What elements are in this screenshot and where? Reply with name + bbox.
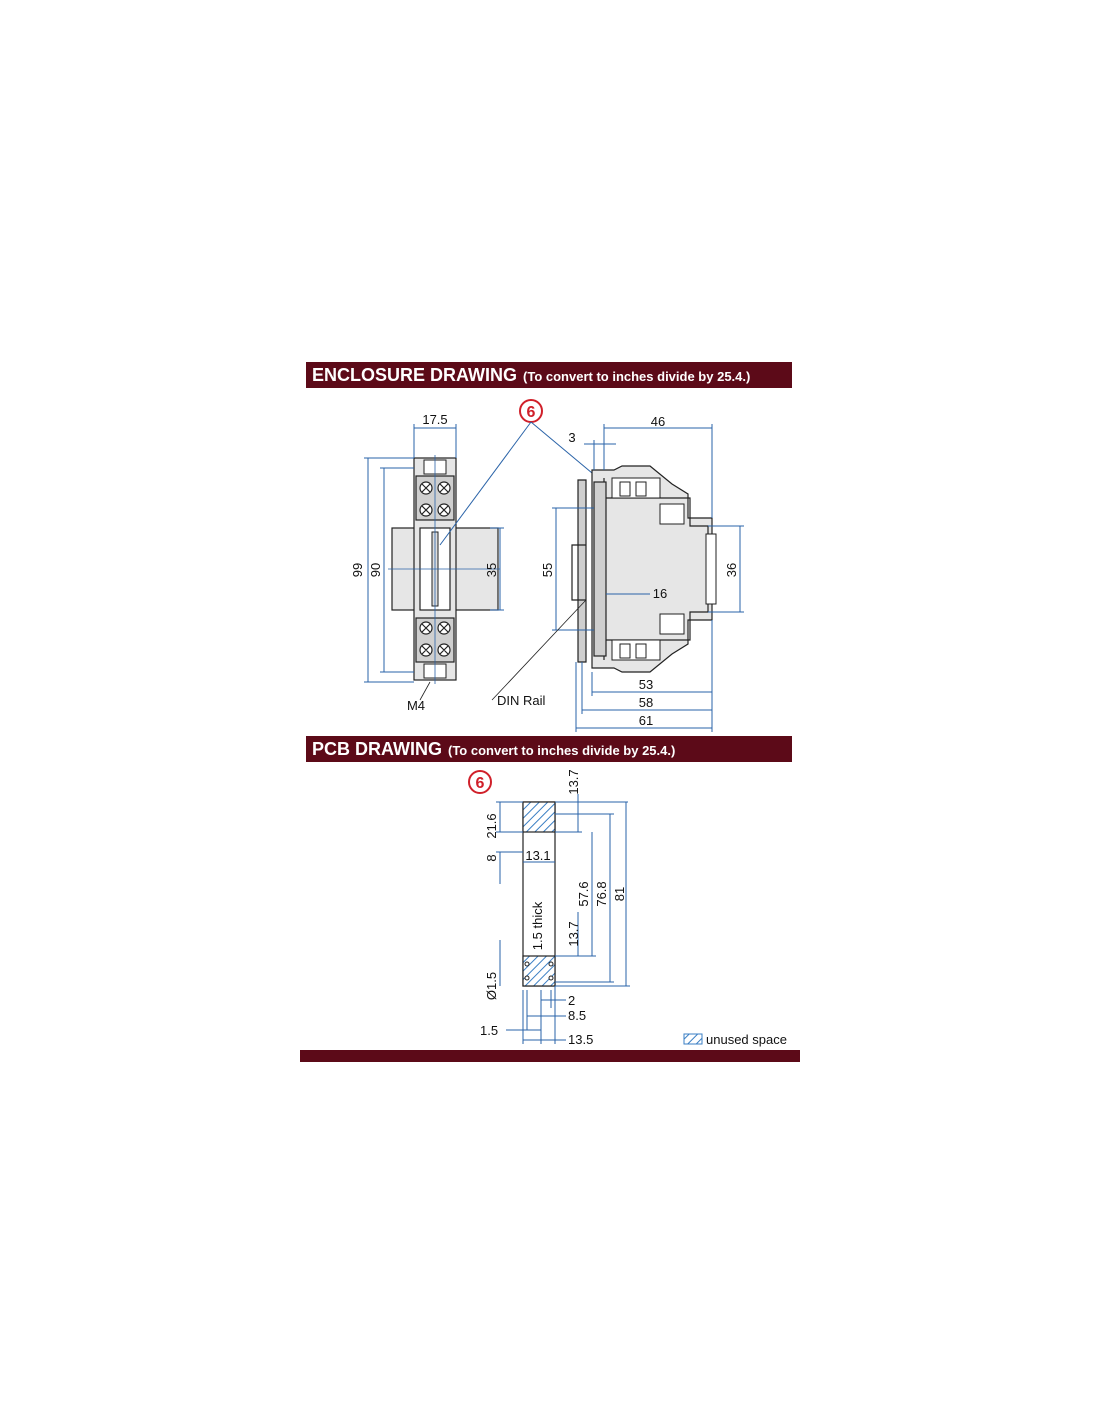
- enclosure-side-view: [492, 414, 744, 732]
- dim-offset-3: 3: [568, 430, 576, 445]
- dim-height-55: 55: [540, 562, 555, 578]
- pcb-dimension-lines: [496, 794, 630, 1044]
- dim-inner-16: 16: [652, 586, 668, 601]
- pcb-subtitle: (To convert to inches divide by 25.4.): [448, 743, 676, 758]
- dim-rail-35: 35: [484, 562, 499, 578]
- pcb-title: PCB DRAWING: [312, 739, 442, 759]
- din-rail-label: DIN Rail: [497, 693, 546, 708]
- pcb-dim-top-13-7: 13.7: [566, 769, 581, 795]
- dim-width-17-5: 17.5: [422, 412, 448, 427]
- dim-height-99: 99: [350, 562, 365, 578]
- unused-space-swatch: [684, 1034, 702, 1044]
- pcb-dim-21-6: 21.6: [484, 813, 499, 839]
- pcb-dim-8: 8: [484, 854, 499, 862]
- dim-depth-58: 58: [638, 695, 654, 710]
- dim-height-90: 90: [368, 562, 383, 578]
- pcb-dim-81: 81: [612, 886, 627, 902]
- pcb-unused-top: [523, 802, 555, 832]
- enclosure-title: ENCLOSURE DRAWING: [312, 365, 518, 385]
- callout-number-pcb: 6: [475, 775, 485, 792]
- pcb-dim-hole: Ø1.5: [484, 971, 499, 1001]
- unused-space-legend: unused space: [706, 1032, 787, 1047]
- pcb-thickness-label: 1.5 thick: [530, 901, 545, 951]
- pcb-dim-76-8: 76.8: [594, 881, 609, 907]
- pcb-dim-13-1: 13.1: [525, 848, 551, 863]
- enclosure-front-view: [350, 412, 504, 713]
- dim-depth-61: 61: [638, 713, 654, 728]
- dim-height-36: 36: [724, 562, 739, 578]
- pcb-unused-bottom: [523, 956, 555, 986]
- pcb-dim-8-5: 8.5: [568, 1008, 587, 1023]
- dim-depth-46: 46: [650, 414, 666, 429]
- dim-depth-53: 53: [638, 677, 654, 692]
- pcb-dim-13-5: 13.5: [568, 1032, 594, 1047]
- callout-number-enclosure: 6: [526, 404, 536, 421]
- enclosure-subtitle: (To convert to inches divide by 25.4.): [523, 369, 751, 384]
- pcb-drawing: [469, 769, 787, 1047]
- pcb-dim-57-6: 57.6: [576, 881, 591, 907]
- pcb-dim-2: 2: [568, 993, 576, 1008]
- pcb-dim-bottom-13-7: 13.7: [566, 921, 581, 947]
- terminal-label-m4: M4: [406, 698, 426, 713]
- callout-marker-enclosure: [440, 400, 598, 545]
- pcb-dim-1-5: 1.5: [480, 1023, 499, 1038]
